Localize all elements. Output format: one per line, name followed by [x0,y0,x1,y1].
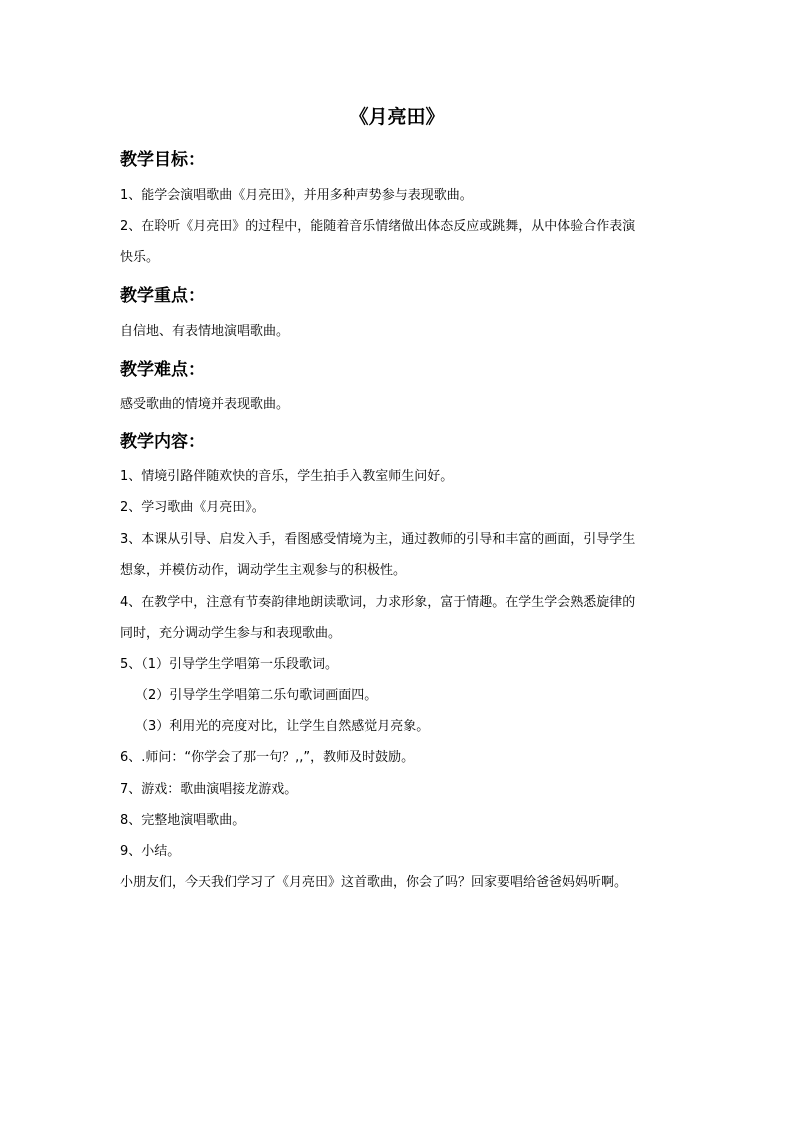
goal-line-2-cont: 快乐。 [120,250,160,265]
document-title: 《月亮田》 [349,106,445,128]
content-line-closing: 小朋友们，今天我们学习了《月亮田》这首歌曲，你会了吗？回家要唱给爸爸妈妈听啊。 [120,875,628,890]
key-point-line-1: 自信地、有表情地演唱歌曲。 [120,324,290,339]
difficulty-line-1: 感受歌曲的情境并表现歌曲。 [120,397,290,412]
heading-difficulties: 教学难点： [120,360,205,380]
content-line-4: 4、在教学中，注意有节奏韵律地朗读歌词，力求形象，富于情趣。在学生学会熟悉旋律的 [120,595,636,610]
content-line-4-cont: 同时，充分调动学生参与和表现歌曲。 [120,626,342,641]
content-line-7: 7、游戏：歌曲演唱接龙游戏。 [120,782,298,797]
heading-teaching-content: 教学内容： [120,432,205,452]
content-line-5: 5、（1）引导学生学唱第一乐段歌词。 [120,657,339,672]
content-line-5-2: （2）引导学生学唱第二乐句歌词画面四。 [135,688,378,703]
heading-key-points: 教学重点： [120,286,205,306]
content-line-3-cont: 想象，并模仿动作，调动学生主观参与的积极性。 [120,563,407,578]
content-line-3: 3、本课从引导、启发入手，看图感受情境为主，通过教师的引导和丰富的画面，引导学生 [120,532,636,547]
content-line-5-3: （3）利用光的亮度对比，让学生自然感觉月亮象。 [135,719,430,734]
heading-teaching-goals: 教学目标： [120,150,205,170]
content-line-6: 6、.师问：“你学会了那一句？,,”，教师及时鼓励。 [120,750,415,765]
content-line-9: 9、小结。 [120,844,181,859]
content-line-8: 8、完整地演唱歌曲。 [120,813,246,828]
content-line-2: 2、学习歌曲《月亮田》。 [120,500,265,515]
goal-line-2: 2、在聆听《月亮田》的过程中，能随着音乐情绪做出体态反应或跳舞，从中体验合作表演 [120,219,636,234]
content-line-1: 1、情境引路伴随欢快的音乐，学生拍手入教室师生问好。 [120,469,454,484]
goal-line-1: 1、能学会演唱歌曲《月亮田》，并用多种声势参与表现歌曲。 [120,188,473,203]
